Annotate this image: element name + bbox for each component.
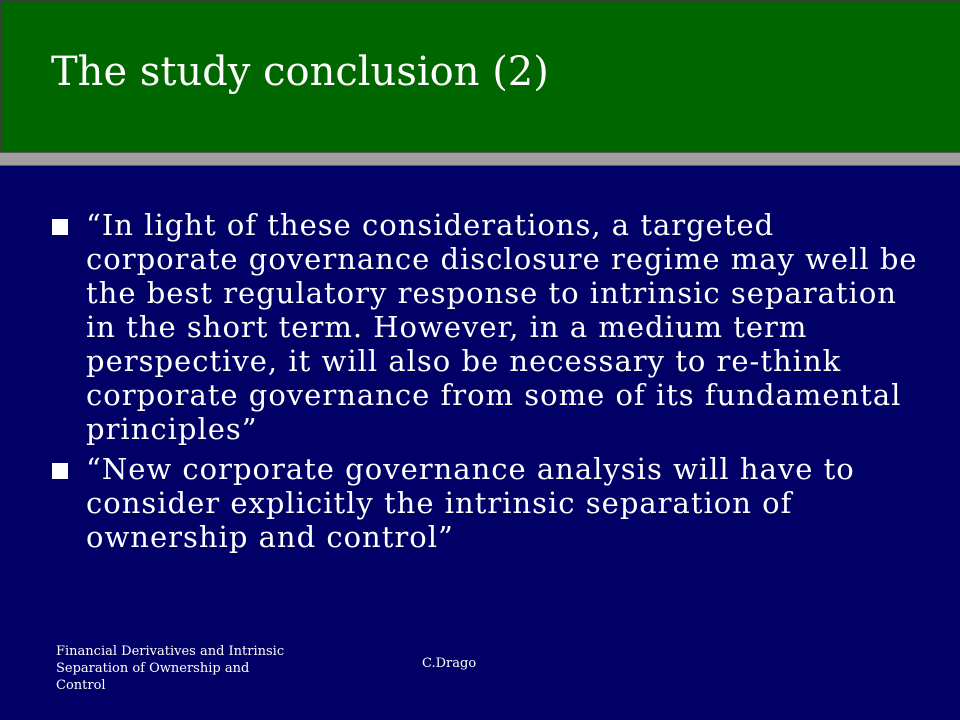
slide-body xyxy=(50,208,920,560)
slide-header xyxy=(0,0,960,153)
header-divider xyxy=(0,152,960,166)
bullet-text: “New corporate governance analysis will have to consider explicitly the intrinsic separation of ownership and control” xyxy=(86,452,855,554)
bullet-item xyxy=(50,452,920,554)
bullet-text: “In light of these considerations, a targeted corporate governance disclosure regime may well be the best regulatory response to intrinsic separation in the short term. However, in a medium term perspective, it will also be necessary to re-think corporate governance from some of its fundamental principles” xyxy=(86,208,918,446)
square-bullet-icon xyxy=(52,219,68,235)
slide-title: The study conclusion (2) xyxy=(51,49,549,95)
square-bullet-icon xyxy=(52,463,68,479)
bullet-item xyxy=(50,208,920,446)
footer-author: C.Drago xyxy=(422,656,477,671)
footer-title: Financial Derivatives and Intrinsic Separation of Ownership and Control xyxy=(56,644,285,693)
